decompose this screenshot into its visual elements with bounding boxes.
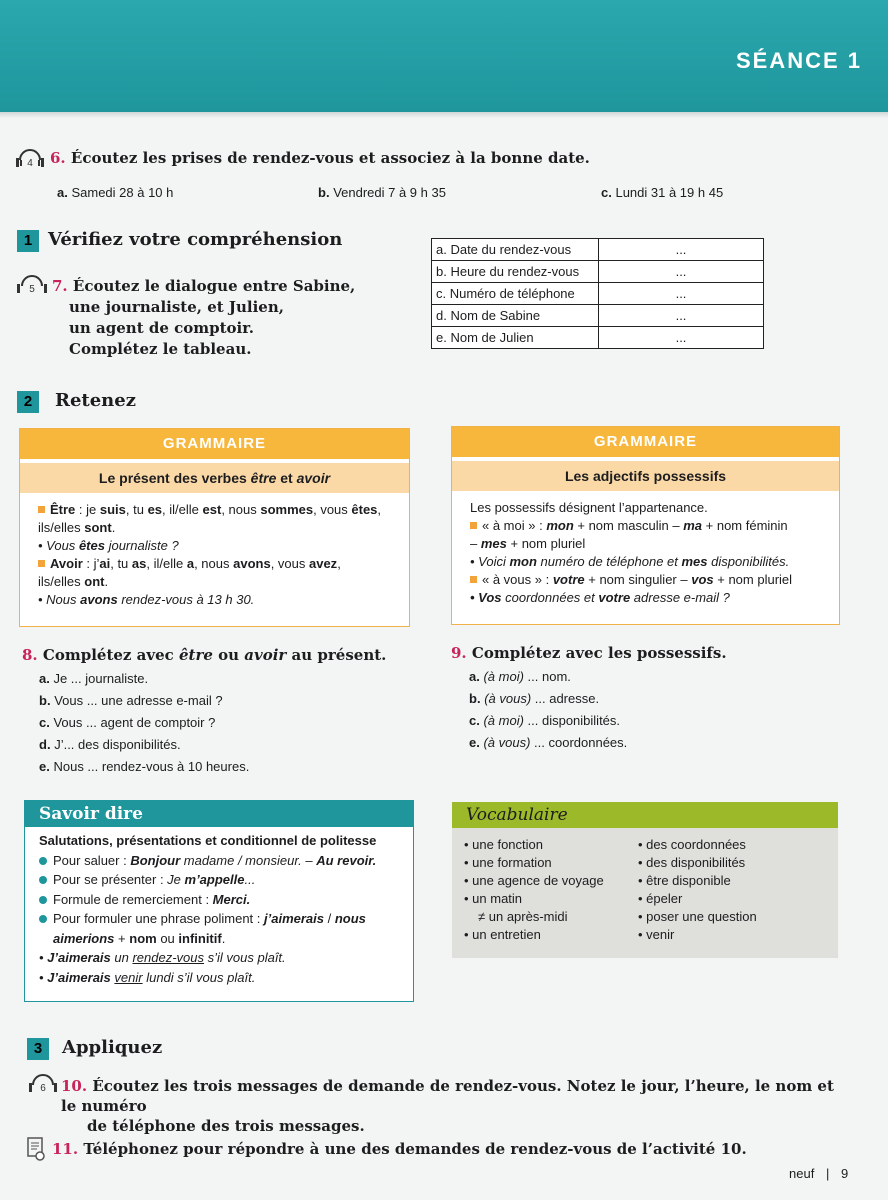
section-badge: 2 [17,391,39,413]
grammar-box-etre-avoir [19,428,410,627]
vocabulary-column [464,836,638,944]
ex6-option-a: a. Samedi 28 à 10 h [57,185,174,200]
list-item: e. (à vous) ... coordonnées. [469,735,628,750]
ex6-instruction [50,149,590,167]
list-item: b. Vous ... une adresse e-mail ? [39,693,223,708]
ex8-instruction: 8. Complétez avec être ou avoir au présent. [22,646,387,664]
ex11-instruction: 11. Téléphonez pour répondre à une des demandes de rendez-vous de l’activité 10. [52,1140,747,1158]
bullet-dot-icon [39,857,47,865]
answer-cell[interactable]: ... [599,305,764,327]
vocabulary-body [452,828,838,952]
vocabulary-column [638,836,812,944]
list-item: • des coordonnées [638,837,746,852]
savoir-dire-body: Salutations, présentations et conditionnel de politesse Pour saluer : Bonjour madame / monsieur. – Au revoir. Pour se présenter : Je m’appelle... Formule de remerciement : Merci. Pour formuler une phrase poliment : j’aimerais / nous aimerions + nom ou infinitif. • J’aimerais un rendez-vous s’il vous plaît. • J’aimerais venir lundi s’il vous plaît. [39,833,377,985]
ex10-instruction: 10. Écoutez les trois messages de demande de rendez-vous. Notez le jour, l’heure, le nom et le numéro de téléphone des trois messages. [61,1077,834,1135]
bullet-dot-icon [39,876,47,884]
vocabulary-box [452,802,838,958]
list-item: a. Je ... journaliste. [39,671,149,686]
bullet-dot-icon [39,896,47,904]
ex8-list [39,668,249,778]
answer-cell[interactable]: ... [599,239,764,261]
savoir-dire-box [24,800,414,1002]
savoir-dire-heading: Savoir dire [25,801,413,827]
table-row: d. Nom de Sabine ... [432,305,764,327]
svg-text:6: 6 [40,1083,46,1093]
list-item: • une agence de voyage [464,873,604,888]
answer-table [431,238,764,349]
svg-text:5: 5 [29,284,35,294]
ex6-option-c: c. Lundi 31 à 19 h 45 [601,185,724,200]
list-item: • des disponibilités [638,855,746,870]
headphones-icon[interactable] [26,1071,60,1098]
table-row: e. Nom de Julien ... [432,327,764,349]
list-item: • un entretien [464,927,541,942]
answer-cell[interactable]: ... [599,327,764,349]
grammar-box-possessifs [451,426,840,625]
bullet-square-icon [470,522,477,529]
list-item: c. (à moi) ... disponibilités. [469,713,621,728]
list-item: • un matin [464,891,523,906]
list-item: • poser une question [638,909,757,924]
list-item: d. J’... des disponibilités. [39,737,181,752]
grammar-heading: GRAMMAIRE [452,427,839,457]
bullet-square-icon [38,506,45,513]
ex6-text: Écoutez les prises de rendez-vous et associez à la bonne date. [70,149,590,167]
section-badge: 3 [27,1038,49,1060]
headphones-icon[interactable] [14,272,50,299]
track-number: 4 [27,158,33,168]
list-item: • être disponible [638,873,731,888]
page-title: SÉANCE 1 [735,48,862,73]
list-item: • une formation [464,855,552,870]
list-item: • venir [638,927,675,942]
bullet-square-icon [38,560,45,567]
table-row: c. Numéro de téléphone ... [432,283,764,305]
answer-cell[interactable]: ... [599,283,764,305]
bullet-dot-icon [39,915,47,923]
list-item: • épeler [638,891,683,906]
ex6-number: 6. [50,149,66,167]
grammar-heading: GRAMMAIRE [20,429,409,459]
ex7-instruction: 7. Écoutez le dialogue entre Sabine, une journaliste, et Julien, un agent de comptoir. Complétez le tableau. [52,277,356,358]
page-word: neuf [789,1166,815,1181]
section-title: Vérifiez votre compréhension [48,229,343,250]
grammar-subheading: Le présent des verbes être et avoir [20,463,409,493]
grammar-body: Les possessifs désignent l’appartenance. « à moi » : mon + nom masculin – ma + nom féminin – mes + nom pluriel • Voici mon numéro de téléphone et mes disponibilités. « à vous » : votre + nom singulier – vos + nom pluriel • Vos coordonnées et votre adresse e-mail ? [470,500,793,605]
list-item: a. (à moi) ... nom. [469,669,571,684]
list-item: e. Nous ... rendez-vous à 10 heures. [39,759,250,774]
bullet-square-icon [470,576,477,583]
headphones-icon[interactable] [14,146,46,173]
ex9-list [469,666,627,754]
section-badge: 1 [17,230,39,252]
section-title: Retenez [55,390,136,411]
grammar-body: Être : je suis, tu es, il/elle est, nous sommes, vous êtes, ils/elles sont. • Vous êtes journaliste ? Avoir : j’ai, tu as, il/elle a, nous avons, vous avez, ils/elles ont. • Nous avons rendez-vous à 13 h 30. [38,502,382,607]
answer-cell[interactable]: ... [599,261,764,283]
vocabulary-heading: Vocabulaire [452,802,838,828]
table-row: b. Heure du rendez-vous ... [432,261,764,283]
document-icon [26,1136,46,1167]
ex9-instruction: 9. Complétez avec les possessifs. [451,644,727,662]
list-item: c. Vous ... agent de comptoir ? [39,715,216,730]
list-item: ≠ un après-midi [478,909,568,924]
list-item: • une fonction [464,837,543,852]
page-footer: neuf | 9 [789,1166,849,1181]
grammar-subheading: Les adjectifs possessifs [452,461,839,491]
header-shadow [0,112,888,118]
page-number: 9 [840,1166,849,1181]
section-title: Appliquez [62,1037,163,1058]
list-item: b. (à vous) ... adresse. [469,691,600,706]
ex6-option-b: b. Vendredi 7 à 9 h 35 [318,185,446,200]
table-row: a. Date du rendez-vous ... [432,239,764,261]
